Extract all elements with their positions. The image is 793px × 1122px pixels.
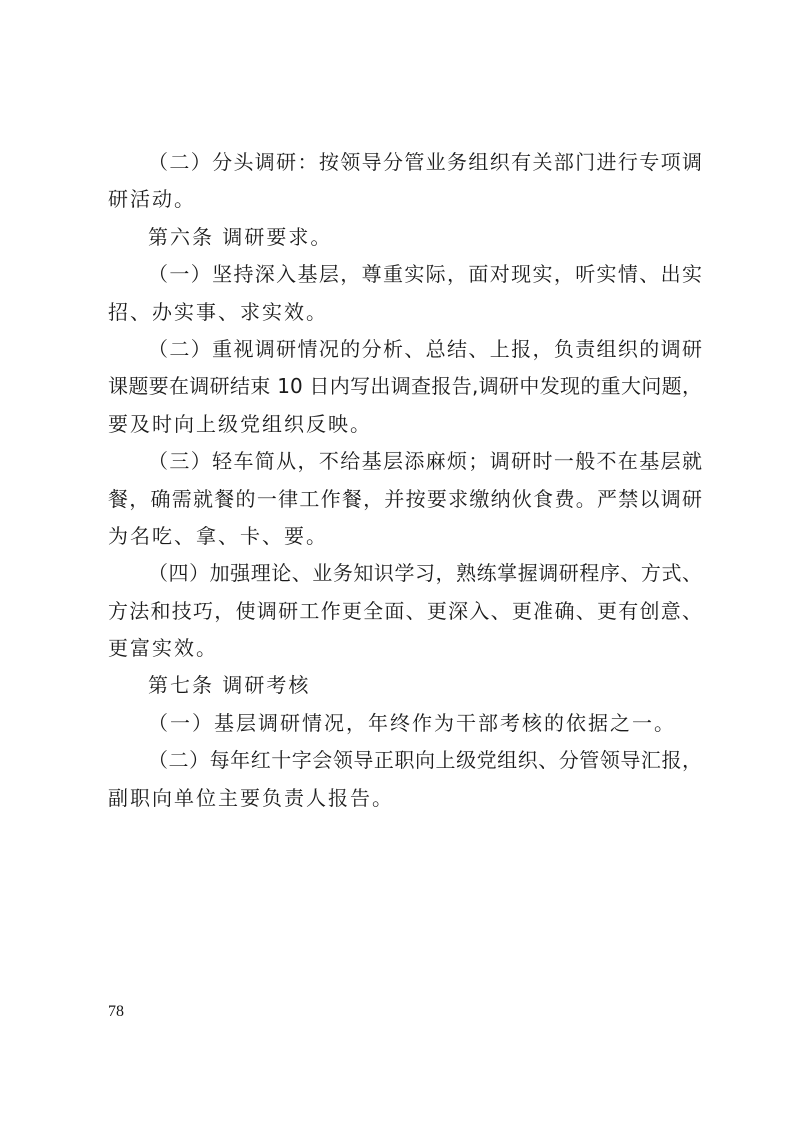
paragraph-line: （二）重视调研情况的分析、总结、上报，负责组织的调研 [148, 336, 702, 361]
paragraph-line: （二）分头调研：按领导分管业务组织有关部门进行专项调 [148, 150, 702, 174]
page-number: 78 [108, 1003, 124, 1020]
paragraph-line: 课题要在调研结束 10 日内写出调查报告,调研中发现的重大问题， [108, 374, 702, 399]
paragraph-line: 为名吃、拿、卡、要。 [108, 523, 328, 548]
document-body [108, 144, 702, 817]
paragraph-line: （四）加强理论、业务知识学习，熟练掌握调研程序、方式、 [148, 561, 702, 586]
article-heading: 第六条 调研要求。 [148, 224, 333, 249]
paragraph-line: （一）坚持深入基层，尊重实际，面对现实，听实情、出实 [148, 262, 702, 287]
paragraph-line: 副职向单位主要负责人报告。 [108, 785, 394, 810]
paragraph-line: 要及时向上级党组织反映。 [108, 411, 372, 436]
paragraph-line: （二）每年红十字会领导正职向上级党组织、分管领导汇报， [148, 748, 702, 773]
article-heading: 第七条 调研考核 [148, 673, 311, 698]
paragraph-line: 招、办实事、求实效。 [108, 299, 328, 324]
paragraph-line: 研活动。 [108, 187, 196, 212]
paragraph-line: （三）轻车简从，不给基层添麻烦；调研时一般不在基层就 [148, 449, 702, 474]
paragraph-line: 餐，确需就餐的一律工作餐，并按要求缴纳伙食费。严禁以调研 [108, 486, 702, 511]
paragraph-line: 方法和技巧，使调研工作更全面、更深入、更准确、更有创意、 [108, 598, 702, 623]
paragraph-line: 更富实效。 [108, 636, 218, 661]
paragraph-line: （一）基层调研情况，年终作为干部考核的依据之一。 [148, 710, 676, 735]
